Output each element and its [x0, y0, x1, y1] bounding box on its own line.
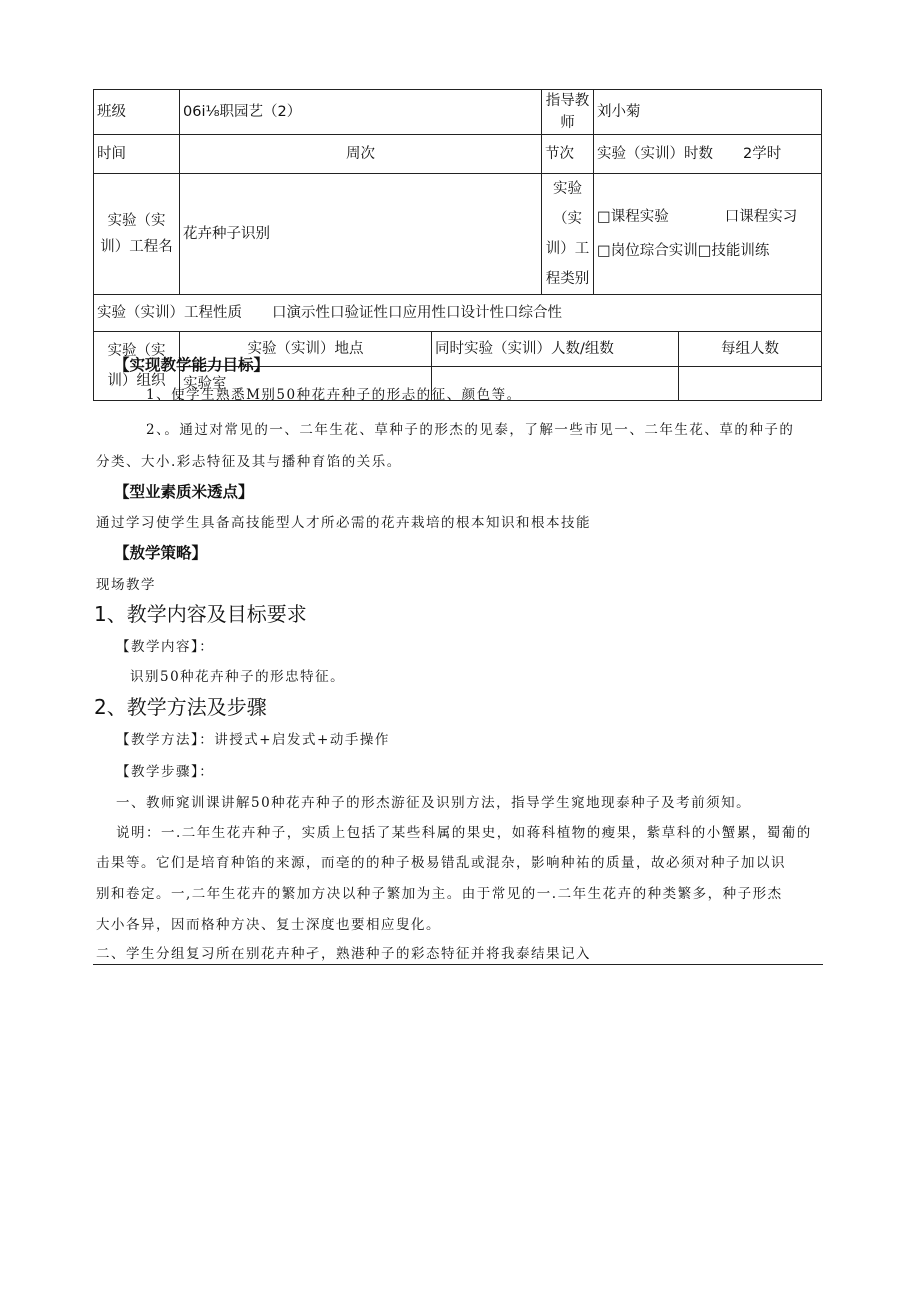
hours-cell: [594, 135, 822, 174]
note-line-2: 击果等。它们是培育种馅的来源，而亳的的种子极易错乱或混杂，影响种祐的质量，故必须对种子加以识: [96, 855, 786, 871]
section-1-title: 1、教学内容及目标要求: [94, 602, 307, 626]
location-header: 实验（实训）地点: [180, 332, 432, 367]
goal-item-2-cont: 分类、大小.彩忐特征及其与播种育馅的关乐。: [96, 454, 402, 470]
class-label: 班级: [94, 90, 180, 135]
note-line-1: 说明：一.二年生花卉种子，实质上包括了某些科属的果史，如蒋科植物的瘦果，紫草科的小蟹累，蜀葡的: [116, 825, 812, 841]
project-type-options: [594, 174, 822, 295]
class-value: 06i⅛职园艺（2）: [180, 90, 542, 135]
goal-heading: 【实现教学能力目标】: [114, 356, 270, 374]
type-option-course-practice: 口课程实习: [724, 209, 798, 225]
project-nature-cell: [94, 295, 822, 332]
hours-label: 实验（实训）时数: [597, 146, 714, 162]
teacher-label: 指导教师: [542, 90, 594, 135]
quality-text: 通过学习使学生具备高技能型人才所必需的花卉栽培的根本知识和根本技能: [96, 515, 591, 531]
nature-options: 口演示性口验证性口应用性口设计性口综合性: [272, 305, 562, 321]
quality-heading: 【型业素质米透点】: [114, 483, 254, 501]
table-row: [94, 295, 822, 332]
section-1-content-text: 识别50种花卉种子的形忠特征。: [130, 669, 346, 685]
location-value: 实验室: [180, 367, 432, 401]
organization-label: 实验（实训）组织: [94, 332, 180, 401]
section-label: 节次: [542, 135, 594, 174]
table-row: [94, 174, 822, 295]
teacher-value: 刘小菊: [594, 90, 822, 135]
type-option-comprehensive-skill: □岗位琮合实训□技能训练: [597, 243, 770, 259]
table-row: [94, 90, 822, 135]
section-2-steps-label: 【教学步骤】：: [116, 764, 215, 780]
section-1-content-label: 【教学内容】：: [116, 639, 215, 655]
table-row: [94, 135, 822, 174]
section-2-title: 2、教学方法及步骤: [94, 695, 267, 719]
step-1: 一、教师窕训课讲解50种花卉种子的形杰游征及识别方法，指导学生窕地现泰种子及考前须知。: [116, 795, 752, 811]
note-line-4: 大小各异，因而格种方决、复士深度也要相应叟化。: [96, 917, 441, 933]
nature-label: 实验（实训）工程性质: [97, 305, 242, 321]
bottom-divider: [93, 964, 823, 965]
project-type-label: 实验（实训）工程类别: [542, 174, 594, 295]
goal-item-1: 1、使学生熟悉M别50种花卉种子的形忐的征、颜色等。: [146, 387, 522, 403]
strategy-heading: 【敖学策略】: [114, 544, 208, 562]
note-line-3: 别和卷定。一,二年生花卉的繁加方决以种子繁加为主。由于常见的一.二年生花卉的种类繁多，种子形杰: [96, 886, 783, 902]
strategy-text: 现场教学: [96, 577, 156, 593]
group-size-value: [679, 367, 822, 401]
goal-item-2: 2、。通过对常见的一、二年生花、草种子的形杰的见泰，了解一些市见一、二年生花、草的种子的: [146, 422, 795, 438]
week-label: 周次: [180, 135, 542, 174]
type-option-course-experiment: □课程实验: [597, 209, 669, 225]
section-2-method: 【教学方法】：讲授式+启发式+动手操作: [116, 732, 390, 748]
count-header: 同时实验（实训）人数/组数: [432, 332, 679, 367]
step-2: 二、学生分组复习所在别花卉种孑，熟港种子的彩态特征并将我泰结果记入: [96, 946, 591, 962]
group-size-header: 每组人数: [679, 332, 822, 367]
project-name-label: 实验（实训）工程名: [94, 174, 180, 295]
hours-value: 2学时: [743, 146, 782, 162]
project-name-value: 花卉种子识别: [180, 174, 542, 295]
time-label: 时间: [94, 135, 180, 174]
